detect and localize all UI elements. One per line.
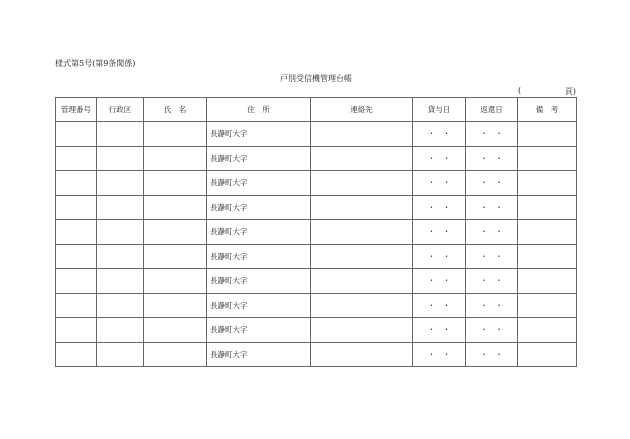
table-row bbox=[56, 318, 577, 343]
contact-cell[interactable] bbox=[311, 171, 413, 196]
header-cell: 備 考 bbox=[518, 98, 577, 122]
management-table bbox=[55, 97, 577, 367]
header-cell: 住 所 bbox=[207, 98, 311, 122]
return-date-cell[interactable]: ・ ・ bbox=[466, 269, 518, 294]
return-date-cell[interactable]: ・ ・ bbox=[466, 342, 518, 367]
district-cell[interactable] bbox=[97, 195, 144, 220]
header-cell: 氏 名 bbox=[144, 98, 207, 122]
contact-cell[interactable] bbox=[311, 195, 413, 220]
address-cell[interactable]: 長瀞町大字 bbox=[207, 293, 311, 318]
district-cell[interactable] bbox=[97, 318, 144, 343]
lent-date-cell[interactable]: ・ ・ bbox=[413, 195, 466, 220]
table-row bbox=[56, 146, 577, 171]
remarks-cell[interactable] bbox=[518, 244, 577, 269]
contact-cell[interactable] bbox=[311, 269, 413, 294]
remarks-cell[interactable] bbox=[518, 220, 577, 245]
district-cell[interactable] bbox=[97, 244, 144, 269]
table-row bbox=[56, 342, 577, 367]
header-cell: 管理番号 bbox=[56, 98, 97, 122]
id-cell[interactable] bbox=[56, 318, 97, 343]
return-date-cell[interactable]: ・ ・ bbox=[466, 220, 518, 245]
contact-cell[interactable] bbox=[311, 318, 413, 343]
lent-date-cell[interactable]: ・ ・ bbox=[413, 293, 466, 318]
contact-cell[interactable] bbox=[311, 220, 413, 245]
table-row bbox=[56, 244, 577, 269]
lent-date-cell[interactable]: ・ ・ bbox=[413, 122, 466, 147]
name-cell[interactable] bbox=[144, 342, 207, 367]
remarks-cell[interactable] bbox=[518, 269, 577, 294]
district-cell[interactable] bbox=[97, 146, 144, 171]
lent-date-cell[interactable]: ・ ・ bbox=[413, 220, 466, 245]
address-cell[interactable]: 長瀞町大字 bbox=[207, 269, 311, 294]
lent-date-cell[interactable]: ・ ・ bbox=[413, 342, 466, 367]
return-date-cell[interactable]: ・ ・ bbox=[466, 318, 518, 343]
remarks-cell[interactable] bbox=[518, 146, 577, 171]
lent-date-cell[interactable]: ・ ・ bbox=[413, 318, 466, 343]
lent-date-cell[interactable]: ・ ・ bbox=[413, 244, 466, 269]
form-number: 様式第5号(第9条関係) bbox=[55, 59, 136, 68]
header-cell: 連絡先 bbox=[311, 98, 413, 122]
district-cell[interactable] bbox=[97, 122, 144, 147]
header-row bbox=[56, 98, 577, 122]
id-cell[interactable] bbox=[56, 146, 97, 171]
address-cell[interactable]: 長瀞町大字 bbox=[207, 318, 311, 343]
remarks-cell[interactable] bbox=[518, 318, 577, 343]
return-date-cell[interactable]: ・ ・ bbox=[466, 293, 518, 318]
remarks-cell[interactable] bbox=[518, 342, 577, 367]
table-row bbox=[56, 171, 577, 196]
name-cell[interactable] bbox=[144, 171, 207, 196]
table-row bbox=[56, 195, 577, 220]
name-cell[interactable] bbox=[144, 195, 207, 220]
document-title: 戸別受信機管理台帳 bbox=[280, 74, 352, 83]
id-cell[interactable] bbox=[56, 195, 97, 220]
contact-cell[interactable] bbox=[311, 122, 413, 147]
table-row bbox=[56, 220, 577, 245]
remarks-cell[interactable] bbox=[518, 122, 577, 147]
name-cell[interactable] bbox=[144, 293, 207, 318]
id-cell[interactable] bbox=[56, 342, 97, 367]
contact-cell[interactable] bbox=[311, 146, 413, 171]
page-open: ( bbox=[518, 86, 522, 95]
name-cell[interactable] bbox=[144, 122, 207, 147]
page-number-field bbox=[518, 86, 576, 97]
address-cell[interactable]: 長瀞町大字 bbox=[207, 122, 311, 147]
lent-date-cell[interactable]: ・ ・ bbox=[413, 171, 466, 196]
id-cell[interactable] bbox=[56, 171, 97, 196]
district-cell[interactable] bbox=[97, 171, 144, 196]
name-cell[interactable] bbox=[144, 220, 207, 245]
address-cell[interactable]: 長瀞町大字 bbox=[207, 342, 311, 367]
table-row bbox=[56, 269, 577, 294]
name-cell[interactable] bbox=[144, 269, 207, 294]
return-date-cell[interactable]: ・ ・ bbox=[466, 171, 518, 196]
name-cell[interactable] bbox=[144, 244, 207, 269]
name-cell[interactable] bbox=[144, 146, 207, 171]
header-cell: 行政区 bbox=[97, 98, 144, 122]
district-cell[interactable] bbox=[97, 293, 144, 318]
table-row bbox=[56, 122, 577, 147]
address-cell[interactable]: 長瀞町大字 bbox=[207, 146, 311, 171]
table-row bbox=[56, 293, 577, 318]
return-date-cell[interactable]: ・ ・ bbox=[466, 122, 518, 147]
contact-cell[interactable] bbox=[311, 293, 413, 318]
id-cell[interactable] bbox=[56, 269, 97, 294]
address-cell[interactable]: 長瀞町大字 bbox=[207, 220, 311, 245]
contact-cell[interactable] bbox=[311, 244, 413, 269]
header-cell: 返還日 bbox=[466, 98, 518, 122]
id-cell[interactable] bbox=[56, 122, 97, 147]
remarks-cell[interactable] bbox=[518, 195, 577, 220]
lent-date-cell[interactable]: ・ ・ bbox=[413, 146, 466, 171]
return-date-cell[interactable]: ・ ・ bbox=[466, 244, 518, 269]
id-cell[interactable] bbox=[56, 293, 97, 318]
name-cell[interactable] bbox=[144, 318, 207, 343]
id-cell[interactable] bbox=[56, 220, 97, 245]
district-cell[interactable] bbox=[97, 342, 144, 367]
lent-date-cell[interactable]: ・ ・ bbox=[413, 269, 466, 294]
address-cell[interactable]: 長瀞町大字 bbox=[207, 195, 311, 220]
remarks-cell[interactable] bbox=[518, 171, 577, 196]
district-cell[interactable] bbox=[97, 269, 144, 294]
return-date-cell[interactable]: ・ ・ bbox=[466, 146, 518, 171]
address-cell[interactable]: 長瀞町大字 bbox=[207, 171, 311, 196]
id-cell[interactable] bbox=[56, 244, 97, 269]
page-label: 頁) bbox=[564, 87, 576, 96]
address-cell[interactable]: 長瀞町大字 bbox=[207, 244, 311, 269]
header-cell: 貸与日 bbox=[413, 98, 466, 122]
district-cell[interactable] bbox=[97, 220, 144, 245]
contact-cell[interactable] bbox=[311, 342, 413, 367]
return-date-cell[interactable]: ・ ・ bbox=[466, 195, 518, 220]
remarks-cell[interactable] bbox=[518, 293, 577, 318]
